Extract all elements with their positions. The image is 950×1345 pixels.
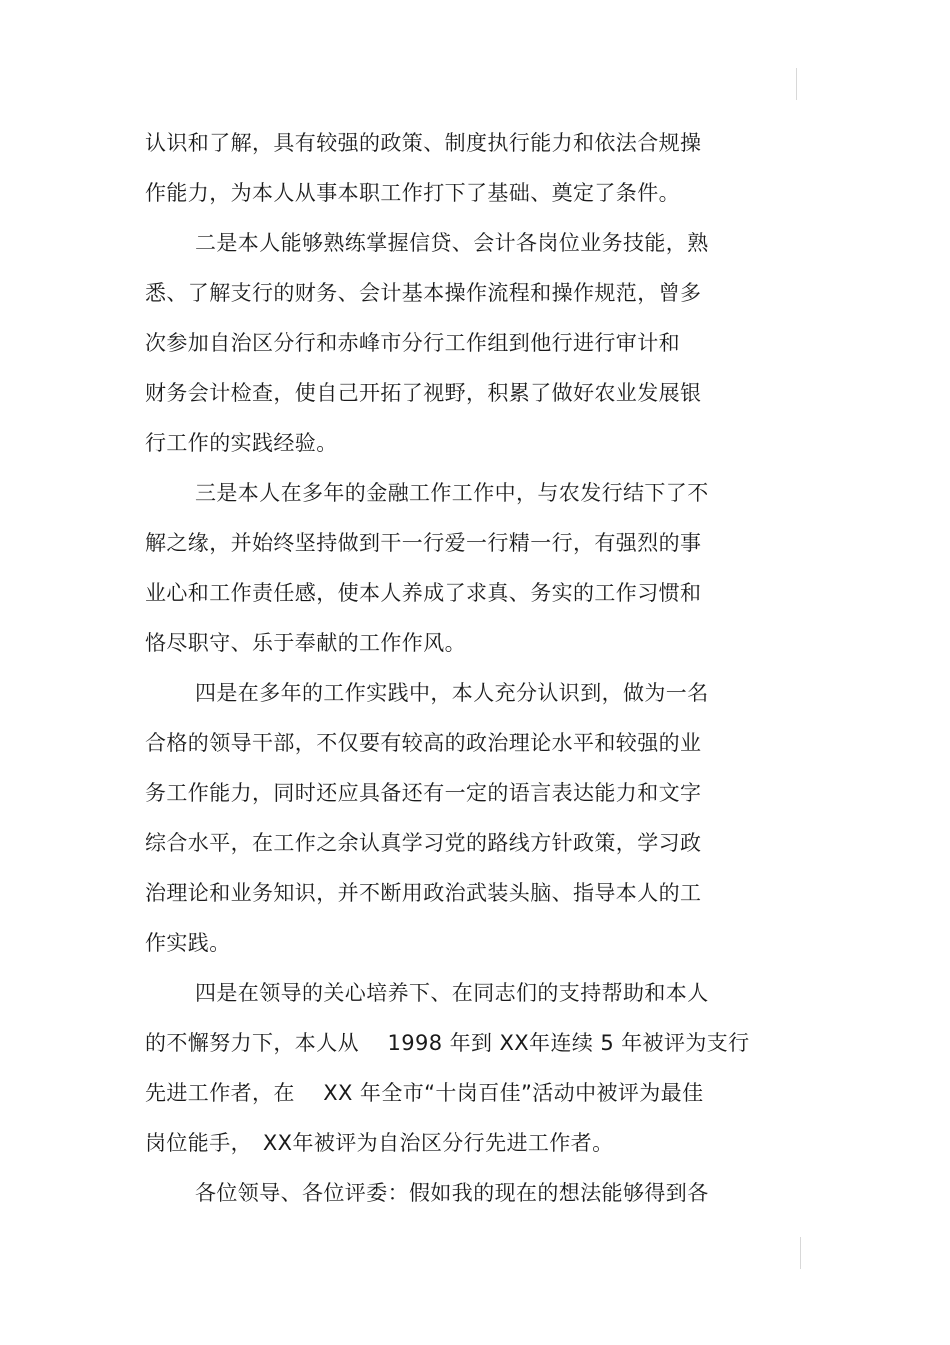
paragraph-line: 先进工作者，在 XX 年全市“十岗百佳”活动中被评为最佳 [145,1081,704,1105]
paragraph-line: 悉、了解支行的财务、会计基本操作流程和操作规范，曾多 [145,281,702,305]
paragraph-line: 恪尽职守、乐于奉献的工作作风。 [145,631,466,655]
paragraph-line: 综合水平，在工作之余认真学习党的路线方针政策，学习政 [145,831,702,855]
paragraph-line: 的不懈努力下，本人从 1998 年到 XX年连续 5 年被评为支行 [145,1031,750,1055]
paragraph-line: 合格的领导干部，不仅要有较高的政治理论水平和较强的业 [145,731,702,755]
paragraph-line: 财务会计检查，使自己开拓了视野，积累了做好农业发展银 [145,381,702,405]
paragraph-line: 作实践。 [145,931,231,955]
paragraph-line: 各位领导、各位评委：假如我的现在的想法能够得到各 [195,1181,709,1205]
paragraph-line: 治理论和业务知识，并不断用政治武装头脑、指导本人的工 [145,881,702,905]
paragraph-line: 作能力，为本人从事本职工作打下了基础、奠定了条件。 [145,181,680,205]
paragraph-line: 四是在多年的工作实践中，本人充分认识到，做为一名 [195,681,709,705]
page-corner-mark [796,68,797,100]
paragraph-line: 业心和工作责任感，使本人养成了求真、务实的工作习惯和 [145,581,702,605]
paragraph-line: 解之缘，并始终坚持做到干一行爱一行精一行，有强烈的事 [145,531,702,555]
page-corner-mark [800,1237,801,1269]
paragraph-line: 行工作的实践经验。 [145,431,338,455]
paragraph-line: 四是在领导的关心培养下、在同志们的支持帮助和本人 [195,981,709,1005]
paragraph-line: 务工作能力，同时还应具备还有一定的语言表达能力和文字 [145,781,702,805]
paragraph-line: 次参加自治区分行和赤峰市分行工作组到他行进行审计和 [145,331,680,355]
paragraph-line: 岗位能手， XX年被评为自治区分行先进工作者。 [145,1131,614,1155]
paragraph-line: 三是本人在多年的金融工作工作中，与农发行结下了不 [195,481,709,505]
paragraph-line: 二是本人能够熟练掌握信贷、会计各岗位业务技能，熟 [195,231,709,255]
paragraph-line: 认识和了解，具有较强的政策、制度执行能力和依法合规操 [145,131,702,155]
